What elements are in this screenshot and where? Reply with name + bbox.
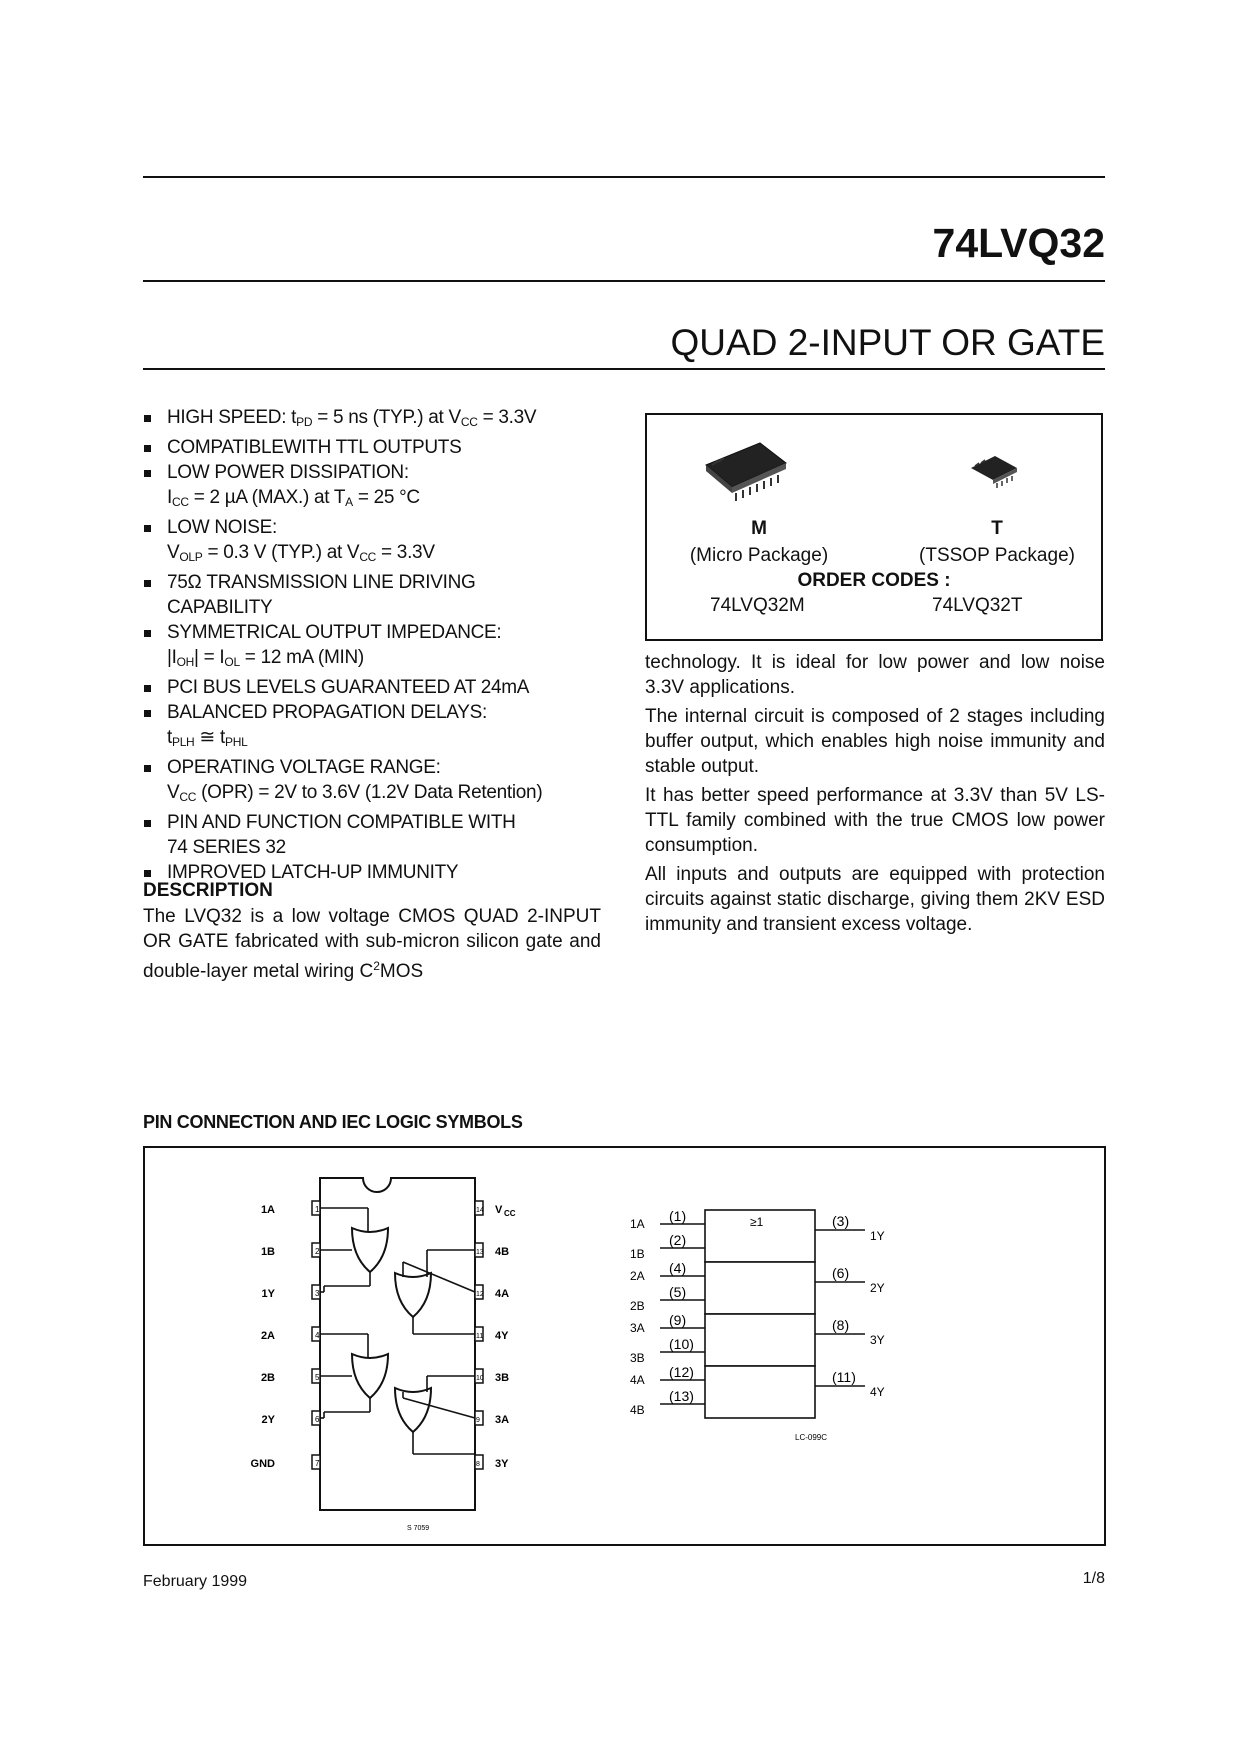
feature-text: = 25 °C	[352, 487, 420, 508]
dip-pin-number-right: 10	[476, 1375, 484, 1382]
dip-pin-number-left: 2	[315, 1247, 320, 1256]
feature-text: PCI BUS LEVELS GUARANTEED AT 24mA	[167, 677, 530, 698]
feature-text: LOW POWER DISSIPATION:	[167, 462, 409, 483]
feature-subscript: PHL	[225, 735, 248, 749]
feature-text: CAPABILITY	[167, 597, 273, 618]
iec-input-pin: (12)	[669, 1364, 694, 1380]
iec-input-pin: (5)	[669, 1284, 687, 1300]
iec-input-label: 2A	[630, 1269, 645, 1283]
iec-input-pin: (10)	[669, 1336, 694, 1352]
feature-item	[143, 620, 613, 645]
feature-text: |I	[167, 647, 177, 668]
feature-text: V	[167, 782, 180, 803]
or-gate-3	[395, 1388, 431, 1432]
feature-text: PIN AND FUNCTION COMPATIBLE WITH	[167, 812, 516, 833]
dip-pin-number-right: 11	[476, 1333, 484, 1340]
dip-pin-label-left: 2A	[260, 1330, 275, 1342]
feature-text: (OPR) = 2V to 3.6V (1.2V Data Retention)	[196, 782, 543, 803]
page-number: 1/8	[1082, 1570, 1105, 1587]
feature-text: = 2 µA (MAX.) at T	[188, 487, 346, 508]
feature-item	[143, 700, 613, 725]
iec-input-pin: (2)	[669, 1232, 687, 1248]
iec-gate-box	[705, 1262, 815, 1314]
dip-pin-number-left: 4	[315, 1331, 320, 1340]
dip-pin-number-right: 14	[476, 1207, 484, 1214]
feature-text: t	[167, 727, 172, 748]
feature-text: 75Ω TRANSMISSION LINE DRIVING	[167, 572, 476, 593]
iec-input-pin: (13)	[669, 1388, 694, 1404]
micro-package-chip-image	[702, 435, 792, 505]
iec-input-label: 1A	[630, 1217, 645, 1231]
dip-pin-label-right: 3B	[495, 1372, 510, 1384]
feature-subscript: CC	[460, 415, 478, 429]
iec-input-label: 2B	[630, 1299, 645, 1313]
dip-pin-label-left: 1Y	[261, 1288, 275, 1300]
feature-text: = 3.3V	[376, 542, 435, 563]
feature-item	[143, 405, 613, 435]
page-subtitle: QUAD 2-INPUT OR GATE	[670, 322, 1105, 363]
dip-pin-number-left: 3	[315, 1289, 320, 1298]
feature-subscript: A	[345, 495, 353, 509]
micro-package-letter: M	[751, 518, 767, 539]
feature-text: I	[167, 487, 172, 508]
feature-item	[143, 725, 613, 755]
feature-list	[143, 405, 613, 885]
iec-input-label: 4A	[630, 1373, 645, 1387]
feature-subscript: CC	[359, 550, 377, 564]
description-superscript: 2	[373, 959, 380, 973]
feature-text: HIGH SPEED: t	[167, 407, 297, 428]
description-heading: DESCRIPTION	[143, 880, 273, 901]
iec-input-pin: (9)	[669, 1312, 687, 1328]
iec-output-label: 4Y	[870, 1385, 885, 1399]
feature-text: BALANCED PROPAGATION DELAYS:	[167, 702, 487, 723]
feature-text: = 3.3V	[477, 407, 537, 428]
iec-input-label: 4B	[630, 1403, 645, 1417]
feature-text: = 12 mA (MIN)	[239, 647, 364, 668]
iec-input-label: 3B	[630, 1351, 645, 1365]
iec-output-label: 2Y	[870, 1281, 885, 1295]
part-number: 74LVQ32	[932, 220, 1105, 266]
feature-item	[143, 755, 613, 780]
description-left-text	[143, 904, 601, 984]
dip-pin-label-left: 2Y	[261, 1414, 275, 1426]
tssop-package-letter: T	[991, 518, 1003, 539]
feature-subscript: PLH	[171, 735, 195, 749]
tssop-package-name: (TSSOP Package)	[919, 545, 1075, 566]
or-gate-1	[352, 1228, 388, 1272]
tssop-package-chip-image	[965, 450, 1025, 490]
feature-item	[143, 780, 613, 810]
description-paragraph: technology. It is ideal for low power and low noise 3.3V applications.	[645, 652, 1105, 698]
vcc-subscript: CC	[504, 1209, 516, 1218]
micro-package-name: (Micro Package)	[689, 545, 829, 566]
description-paragraph: The internal circuit is composed of 2 stages including buffer output, which enables high noise immunity and stable output.	[645, 706, 1105, 777]
description-right-text	[645, 650, 1105, 941]
iec-input-pin: (1)	[669, 1208, 687, 1224]
dip-pin-label-left: 2B	[260, 1372, 275, 1384]
iec-input-label: 3A	[630, 1321, 645, 1335]
feature-subscript: OH	[176, 655, 195, 669]
dip-pin-label-right: 3A	[495, 1414, 510, 1426]
description-text-a: The LVQ32 is a low voltage CMOS QUAD 2-INPUT OR GATE fabricated with sub-micron silicon gate and double-layer metal wiring C	[143, 906, 601, 982]
dip-pin-label-right: 4B	[495, 1246, 510, 1258]
or-gate-2	[352, 1354, 388, 1398]
description-text-b: MOS	[379, 961, 424, 982]
feature-subscript: CC	[179, 790, 197, 804]
dip-diagram-code: S 7059	[407, 1525, 430, 1532]
feature-text: = 5 ns (TYP.) at V	[312, 407, 461, 428]
order-code-t: 74LVQ32T	[932, 595, 1023, 616]
dip-pin-label-left: 1B	[260, 1246, 275, 1258]
dip-pin-number-right: 12	[476, 1291, 484, 1298]
pin-diagram-box	[143, 1146, 1106, 1546]
dip-pin-number-right: 13	[476, 1249, 484, 1256]
subtitle-rule	[143, 368, 1105, 370]
iec-input-label: 1B	[630, 1247, 645, 1261]
feature-subscript: CC	[171, 495, 189, 509]
feature-text: OPERATING VOLTAGE RANGE:	[167, 757, 441, 778]
feature-subscript: PD	[296, 415, 313, 429]
dip-pin-label-right: V	[495, 1204, 503, 1216]
feature-item	[143, 835, 613, 860]
dip-pin-label-left: GND	[250, 1458, 275, 1470]
dip-pin-label-right: 4A	[495, 1288, 510, 1300]
feature-item	[143, 675, 613, 700]
feature-text: COMPATIBLEWITH TTL OUTPUTS	[167, 437, 462, 458]
dip-pin-number-left: 7	[315, 1459, 320, 1468]
or-gate-4	[395, 1273, 431, 1317]
pin-section-heading: PIN CONNECTION AND IEC LOGIC SYMBOLS	[143, 1112, 523, 1132]
feature-text: IMPROVED LATCH-UP IMMUNITY	[167, 862, 459, 883]
feature-item	[143, 485, 613, 515]
iec-output-pin: (11)	[832, 1369, 856, 1385]
iec-output-pin: (8)	[832, 1317, 850, 1333]
feature-subscript: OL	[224, 655, 240, 669]
iec-output-pin: (6)	[832, 1265, 850, 1281]
iec-gate-box	[705, 1314, 815, 1366]
feature-item	[143, 810, 613, 835]
dip-pin-number-right: 8	[476, 1461, 480, 1468]
iec-or-symbol: ≥1	[750, 1215, 764, 1229]
description-paragraph: It has better speed performance at 3.3V than 5V LS-TTL family combined with the true CMOS low power consumption.	[645, 785, 1105, 856]
feature-text: LOW NOISE:	[167, 517, 277, 538]
dip-pin-number-left: 6	[315, 1415, 320, 1424]
feature-text: V	[167, 542, 180, 563]
feature-item	[143, 645, 613, 675]
feature-text: ≅ t	[194, 727, 225, 748]
dip-pin-number-left: 1	[315, 1205, 320, 1214]
iec-output-label: 1Y	[870, 1229, 885, 1243]
description-paragraph: All inputs and outputs are equipped with protection circuits against static discharge, giving them 2KV ESD immunity and transient excess voltage.	[645, 864, 1105, 935]
tssop-package-label	[902, 515, 1092, 569]
dip-pin-number-left: 5	[315, 1373, 320, 1382]
feature-text: 74 SERIES 32	[167, 837, 286, 858]
dip-pin-number-right: 9	[476, 1417, 480, 1424]
iec-gate-box	[705, 1366, 815, 1418]
feature-item	[143, 570, 613, 595]
feature-item	[143, 595, 613, 620]
iec-diagram-code: LC-099C	[795, 1433, 828, 1442]
micro-package-label	[664, 515, 854, 569]
pin-diagram	[145, 1148, 1104, 1544]
footer-date: February 1999	[143, 1573, 248, 1590]
dip-pin-label-right: 3Y	[495, 1458, 509, 1470]
dip-pin-label-right: 4Y	[495, 1330, 509, 1342]
feature-text: = 0.3 V (TYP.) at V	[202, 542, 360, 563]
feature-item	[143, 460, 613, 485]
dip-package-outline	[320, 1178, 475, 1510]
feature-item	[143, 540, 613, 570]
top-rule	[143, 176, 1105, 178]
feature-text: | = I	[194, 647, 225, 668]
package-box	[645, 413, 1103, 641]
order-codes-title: ORDER CODES :	[797, 570, 951, 591]
iec-input-pin: (4)	[669, 1260, 687, 1276]
iec-output-label: 3Y	[870, 1333, 885, 1347]
dip-pin-label-left: 1A	[260, 1204, 275, 1216]
feature-subscript: OLP	[179, 550, 203, 564]
feature-item	[143, 435, 613, 460]
iec-output-pin: (3)	[832, 1213, 850, 1229]
order-code-m: 74LVQ32M	[710, 595, 805, 616]
title-rule	[143, 280, 1105, 282]
feature-text: SYMMETRICAL OUTPUT IMPEDANCE:	[167, 622, 502, 643]
feature-item	[143, 515, 613, 540]
